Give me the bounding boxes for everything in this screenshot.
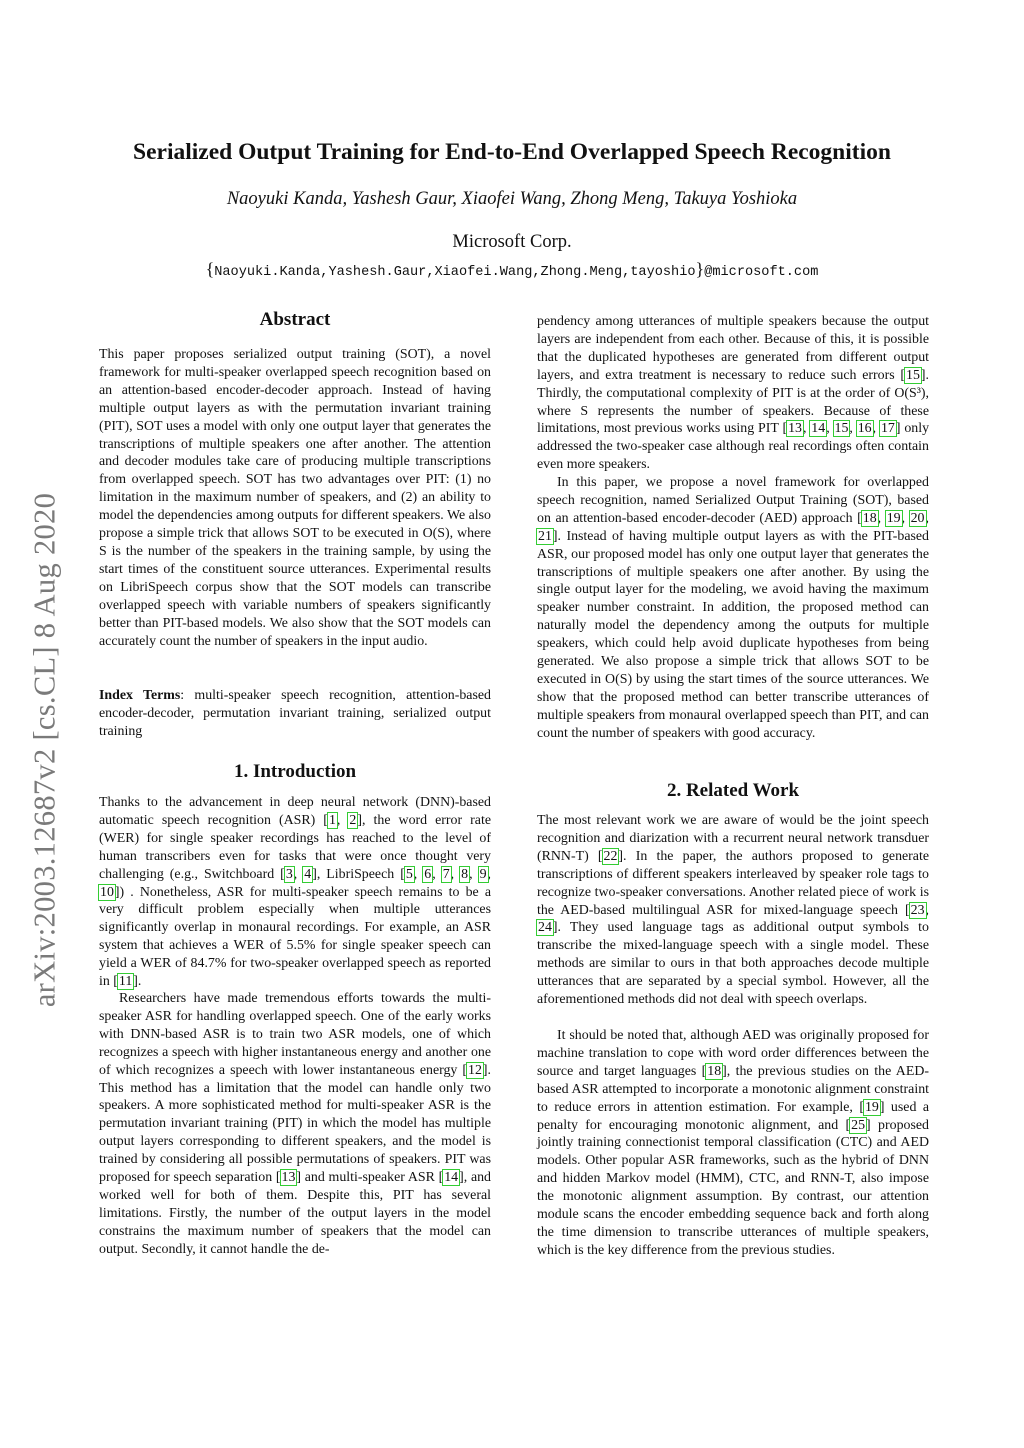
citation-link[interactable]: 25: [851, 1117, 866, 1133]
citation-link[interactable]: 5: [405, 866, 413, 882]
index-terms-label: Index Terms: [99, 688, 181, 703]
author-list: Naoyuki Kanda, Yashesh Gaur, Xiaofei Wang, Zhong Meng, Takuya Yoshioka: [226, 189, 798, 209]
citation-link[interactable]: 16: [857, 421, 872, 437]
text-run: ] used a penalty for encouraging monotonic alignment, and [: [537, 1099, 930, 1133]
author-emails: [0, 259, 1024, 280]
citation-link[interactable]: 13: [281, 1170, 296, 1186]
abstract-text: This paper proposes serialized output training (SOT), a novel framework for multi-speaker overlapped speech recognition based on an attention-based encoder-decoder approach. Instead of having multiple output layers as with the permutation invariant training (PIT), SOT uses a model with only one output layer that generates the transcriptions of multiple speakers one after another. The attention and decoder modules take care of producing multiple transcriptions from overlapped speech. SOT has two advantages over PIT: (1) no limitation in the maximum number of speakers, and (2) an ability to model the dependencies among outputs for different speakers. We also propose a simple trick that allows SOT to be executed in O(S), where S is the number of the speakers in the training sample, by using the start times of the constituent source utterances. Experimental results on LibriSpeech corpus show that the SOT models can transcribe overlapped speech with variable numbers of speakers significantly better than PIT-based models. We also show that the SOT models can accurately count the number of speakers in the input audio.: [99, 347, 491, 649]
citation-link[interactable]: 14: [444, 1170, 459, 1186]
citation-link[interactable]: 3: [285, 866, 293, 882]
citation-link[interactable]: 19: [864, 1099, 879, 1115]
text-run: Researchers have made tremendous efforts towards the multi-speaker ASR for handling overlapped speech. One of the early works with DNN-based ASR is to train two ASR models, one of which recognizes a speech with higher instantaneous energy and another one of which recognizes a speech with lower instantaneous energy [: [99, 991, 491, 1078]
intro-paragraph-1: Thanks to the advancement in deep neural network (DNN)-based automatic speech recognition (ASR) [1, 2], the word error rate (WER) for single speaker recordings has reached to the level of human transcribers even for tasks that were once thought very challenging (e.g., Switchboard [3, 4], LibriSpeech [5, 6, 7, 8, 9, 10]) . Nonetheless, ASR for multi-speaker speech remains to be a very difficult problem especially when multiple utterances significantly overlap in monaural recordings. For example, an ASR system that achieves a WER of 5.5% for single speaker speech can yield a WER of 84.7% for two-speaker overlapped speech as reported in [11].: [99, 795, 492, 990]
text-run: Thanks to the advancement in deep neural network (DNN)-based automatic speech recognition (ASR) [: [99, 795, 491, 828]
text-run: ] only addressed the two-speaker case although real recordings often contain even more speakers.: [537, 421, 930, 473]
text-run: ], the previous studies on the AED-based ASR attempted to incorporate a monotonic alignment constraint to reduce errors in attention estimation. For example, [: [537, 1063, 929, 1115]
text-run: The most relevant work we are aware of would be the joint speech recognition and diarization with a recurrent neural network transduer (RNN-T) [: [537, 813, 929, 864]
arxiv-stamp-text: arXiv:2003.12687v2 [cs.CL] 8 Aug 2020: [27, 492, 62, 1008]
text-run: ]. Thirdly, the computational complexity of PIT is at the order of O(S³), where S represents the number of speakers. Because of these limitations, most previous works using PIT [: [537, 367, 929, 437]
text-run: ], the word error rate (WER) for single speaker recordings has reached to the level of human transcribers even for tasks that were once thought very challenging (e.g., Switchboard [: [99, 812, 491, 882]
citation-link[interactable]: 9: [479, 866, 487, 882]
brace-open: {: [205, 259, 215, 279]
arxiv-stamp: [22, 455, 68, 1045]
citation-link[interactable]: 24: [538, 920, 552, 936]
citation-link[interactable]: 22: [603, 848, 618, 864]
paper-title: Serialized Output Training for End-to-End Overlapped Speech Recognition: [133, 139, 891, 165]
index-terms-text: : multi-speaker speech recognition, attention-based encoder-decoder, permutation invariant training, serialized output training: [99, 688, 491, 739]
citation-link[interactable]: 15: [906, 367, 920, 383]
text-run: ]) . Nonetheless, ASR for multi-speaker speech remains to be a very difficult problem especially when multiple utterances significantly overlap in monaural recordings. For example, an ASR system that achieves a WER of 5.5% for single speaker speech can yield a WER of 84.7% for two-speaker overlapped speech as reported in [: [99, 884, 491, 990]
citation-link[interactable]: 18: [707, 1063, 722, 1079]
text-run: ], and worked well for both of them. Despite this, PIT has several limitations. Firstly, the number of the output layers in the model constrains the maximum number of speakers that the model can output. Secondly, it cannot handle the de-: [99, 1170, 492, 1257]
citation-link[interactable]: 11: [118, 974, 133, 990]
text-run: ]. They used language tags as additional output symbols to transcribe the mixed-language speech with a single model. These methods are similar to ours in that both approaches decode multiple utterances that are separated by a special symbol. However, all the aforementioned methods did not deal with speech overlaps.: [537, 920, 929, 1008]
citation-link[interactable]: 1: [328, 812, 336, 828]
citation-link[interactable]: 15: [834, 421, 849, 437]
affiliation: Microsoft Corp.: [452, 232, 572, 252]
text-run: ]. This method has a limitation that the model can handle only two speakers. A more sophisticated method for multi-speaker ASR is the permutation invariant training (PIT) in which the model has multiple output layers corresponding to different speakers, and the model is trained by considering all possible permutations of speakers. PIT was proposed for speech separation [: [99, 1062, 491, 1186]
intro-paragraph-4: In this paper, we propose a novel framework for overlapped speech recognition, named Serialized Output Training (SOT), based on an attention-based encoder-decoder (AED) approach [18, 19, 20, 21]. Instead of having multiple output layers as with the PIT-based ASR, our proposed model has only one output layer that generates the transcriptions of multiple speakers one after another. By using the single output layer for the modeling, we avoid having the maximum speaker number constraint. In addition, the proposed method can naturally model the dependency among the outputs for multiple speakers, which could help avoid duplicate hypotheses from being generated. We also propose a simple trick that allows SOT to be executed in O(S) by using the start times of the source utterances. We show that the proposed method can better transcribe utterances of multiple speakers from monaural overlapped speech than PIT, and can count the number of speakers with good accuracy.: [537, 475, 929, 741]
text-run: ]. Instead of having multiple output layers as with the PIT-based ASR, our proposed model has only one output layer that generates the transcriptions of multiple speakers one after another. By using the single output layer for the modeling, we avoid having the maximum speaker number constraint. In addition, the proposed method can naturally model the dependency among the outputs for multiple speakers, which could help avoid duplicate hypotheses from being generated. We also propose a simple trick that allows SOT to be executed in O(S) by using the start times of the source utterances. We show that the proposed method can better transcribe utterances of multiple speakers from monaural overlapped speech than PIT, and can count the number of speakers with good accuracy.: [537, 528, 929, 741]
citation-link[interactable]: 4: [304, 866, 312, 882]
section-2-heading: 2. Related Work: [666, 780, 800, 801]
related-paragraph-2: [537, 1027, 929, 1260]
intro-paragraph-2: [99, 990, 491, 1259]
citation-link[interactable]: 23: [910, 902, 925, 918]
section-1-heading: 1. Introduction: [233, 761, 357, 782]
citation-link[interactable]: 21: [538, 528, 552, 544]
abstract-heading: Abstract: [259, 309, 331, 330]
index-terms: [99, 687, 491, 741]
related-paragraph-1: The most relevant work we are aware of would be the joint speech recognition and diarization with a recurrent neural network transduer (RNN-T) [22]. In the paper, the authors proposed to generate transcriptions of different speakers interleaved by speaker role tags to recognize two-speaker conversations. Another related piece of work is the AED-based multilingual ASR for mixed-language speech [23, 24]. They used language tags as additional output symbols to transcribe the mixed-language speech with a single model. These methods are similar to ours in that both approaches decode multiple utterances that are separated by a special symbol. However, all the aforementioned methods did not deal with speech overlaps.: [537, 813, 929, 1008]
text-run: ].: [133, 974, 142, 990]
email-domain: @microsoft.com: [704, 265, 819, 280]
intro-paragraph-3: pendency among utterances of multiple speakers because the output layers are independent from each other. Because of this, it is possible that the duplicated hypotheses are generated from different output layers, and extra treatment is necessary to reduce such errors [15]. Thirdly, the computational complexity of PIT is at the order of O(S³), where S represents the number of speakers. Because of these limitations, most previous works using PIT [13, 14, 15, 16, 17] only addressed the two-speaker case although real recordings often contain even more speakers.: [537, 314, 930, 473]
text-run: It should be noted that, although AED was originally proposed for machine translation to cope with word order differences between the source and target languages [: [537, 1028, 929, 1079]
text-run: ]. In the paper, the authors proposed to generate transcriptions of different speakers interleaved by speaker role tags to recognize two-speaker conversations. Another related piece of work is the AED-based multilingual ASR for mixed-language speech [: [537, 848, 929, 918]
citation-link[interactable]: 12: [468, 1062, 482, 1078]
text-run: pendency among utterances of multiple speakers because the output layers are independent from each other. Because of this, it is possible that the duplicated hypotheses are generated from different output layers, and extra treatment is necessary to reduce such errors [: [537, 314, 929, 383]
brace-close: }: [695, 259, 705, 279]
email-names: Naoyuki.Kanda,Yashesh.Gaur,Xiaofei.Wang,Zhong.Meng,tayoshio: [214, 265, 696, 280]
text-run: ] proposed jointly training connectionist temporal classification (CTC) and AED models. Other popular ASR frameworks, such as the hybrid of DNN and hidden Markov model (HMM), CTC, and RNN-T, also impose the monotonic alignment assumption. By contrast, our attention module scans the encoder embedding sequence back and forth along the time dimension to transcribe utterances of multiple speakers, which is the key difference from the previous studies.: [537, 1117, 929, 1258]
citation-link[interactable]: 20: [910, 510, 925, 526]
text-run: ] and multi-speaker ASR [: [296, 1170, 444, 1186]
text-run: ], LibriSpeech [: [312, 866, 405, 882]
citation-link[interactable]: 17: [880, 421, 895, 437]
citation-link[interactable]: 13: [788, 421, 802, 437]
citation-link[interactable]: 7: [442, 866, 450, 882]
citation-link[interactable]: 2: [349, 812, 357, 828]
citation-link[interactable]: 10: [100, 884, 114, 900]
citation-link[interactable]: 6: [424, 866, 432, 882]
citation-link[interactable]: 14: [811, 421, 826, 437]
citation-link[interactable]: 8: [461, 866, 469, 882]
citation-link[interactable]: 18: [862, 510, 877, 526]
citation-link[interactable]: 19: [886, 510, 901, 526]
text-run: In this paper, we propose a novel framework for overlapped speech recognition, named Serialized Output Training (SOT), based on an attention-based encoder-decoder (AED) approach [: [537, 475, 929, 526]
